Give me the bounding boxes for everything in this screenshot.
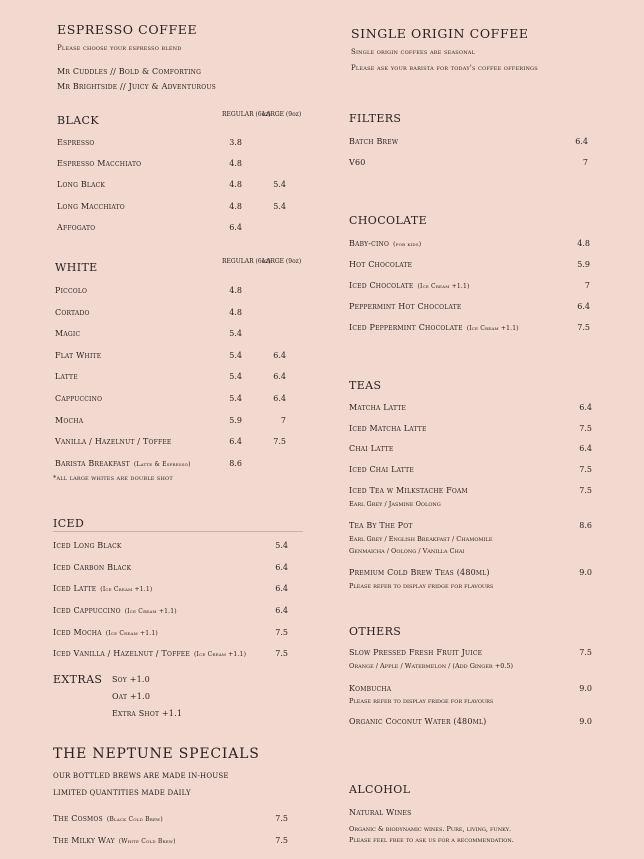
menu-item-label: Iced Long Black (53, 541, 122, 550)
menu-item-label: Iced Cappuccino (53, 606, 121, 615)
menu-item-label: Iced Chai Latte (349, 465, 414, 474)
menu-item-name (53, 649, 246, 658)
menu-item-note: (Ice Cream +1.1) (124, 608, 177, 615)
menu-item-name: Affogato (57, 222, 96, 232)
alcohol-title: ALCOHOL (349, 783, 411, 796)
menu-item-price: 6.4 (579, 444, 592, 453)
menu-item-price: 7 (582, 158, 588, 167)
menu-item-price: 6.4 (275, 606, 288, 615)
menu-item-name (349, 403, 406, 412)
price-large: 6.4 (273, 350, 286, 360)
menu-item-name (349, 465, 414, 474)
menu-item-price: 7.5 (577, 323, 590, 332)
menu-item-name (349, 158, 366, 167)
menu-item-price: 6.4 (575, 137, 588, 146)
espresso-note: Please choose your espresso blend (57, 44, 182, 52)
menu-item-name: Long Macchiato (57, 201, 125, 211)
menu-item-name (349, 424, 427, 433)
menu-item-name: Vanilla / Hazelnut / Toffee (55, 437, 172, 447)
blend-1: Mr Cuddles // Bold & Comforting (57, 67, 202, 76)
tea-foam-note: Earl Grey / Jasmine Oolong (349, 500, 441, 508)
price-regular: 4.8 (229, 159, 242, 169)
menu-item-label: V60 (349, 158, 366, 167)
extras-item: Oat +1.0 (112, 692, 151, 701)
menu-item-label: Tea By The Pot (349, 521, 413, 530)
teas-title: TEAS (349, 379, 382, 392)
menu-item-price: 7.5 (579, 465, 592, 474)
iced-title: ICED (53, 517, 85, 530)
tea-cold-note: Please refer to display fridge for flavours (349, 582, 494, 590)
chocolate-title: CHOCOLATE (349, 214, 428, 227)
menu-item-note: (Ice Cream +1.1) (466, 325, 519, 332)
menu-item-label: Iced Chocolate (349, 281, 414, 290)
menu-item-price: 6.4 (579, 403, 592, 412)
menu-item-name (349, 717, 486, 726)
menu-item-price: 7.5 (579, 486, 592, 495)
price-regular: 3.8 (229, 138, 242, 147)
extras-item: Extra Shot +1.1 (112, 709, 183, 718)
menu-item-name: Espresso (57, 138, 95, 147)
black-title: BLACK (57, 114, 99, 127)
price-regular: 4.8 (229, 307, 242, 317)
menu-item-name: Long Black (57, 180, 106, 190)
single-origin-line-1: Single origin coffees are seasonal (351, 48, 476, 56)
menu-item-note: (Ice Cream +1.1) (193, 651, 247, 658)
menu-item-label: Organic Coconut Water (480ml) (349, 717, 487, 726)
menu-item-name (53, 584, 152, 593)
menu-item-label: Hot Chocolate (349, 260, 413, 269)
menu-item-price: 9.0 (579, 684, 592, 693)
menu-item-label: The Cosmos (53, 814, 103, 823)
others-title: OTHERS (349, 625, 402, 638)
menu-item-name: Flat White (55, 350, 102, 360)
tea-pot-note-2: Genmaicha / Oolong / Vanilla Chai (349, 547, 465, 555)
menu-item-price: 6.4 (275, 563, 288, 572)
menu-item-note: (for kids) (393, 241, 422, 248)
menu-item-price: 5.9 (577, 260, 590, 269)
extras-title: EXTRAS (53, 673, 103, 686)
price-large: 7.5 (273, 437, 286, 447)
single-origin-title: SINGLE ORIGIN COFFEE (351, 26, 529, 41)
menu-item-name: Piccolo (55, 286, 88, 295)
menu-item-price: 6.4 (275, 584, 288, 593)
menu-item-label: The Milky Way (53, 836, 115, 845)
menu-item-price: 7.5 (275, 836, 288, 845)
menu-item-price: 7.5 (275, 649, 288, 658)
menu-item-name (55, 459, 191, 468)
filters-title: FILTERS (349, 112, 402, 125)
menu-item-name (349, 568, 490, 577)
menu-item-name (349, 323, 519, 332)
price-regular: 5.4 (229, 372, 242, 382)
menu-item-name: Cortado (55, 307, 90, 317)
menu-item-price: 7.5 (275, 628, 288, 637)
menu-item-label: Iced Mocha (53, 628, 102, 637)
black-col-large: LARGE (9oz) (262, 111, 302, 118)
price-regular: 5.4 (229, 394, 242, 403)
menu-item-name (53, 814, 163, 823)
price-large: 6.4 (273, 394, 286, 403)
menu-item-label: Batch Brew (349, 137, 399, 146)
menu-item-price: 9.0 (579, 717, 592, 726)
menu-item-name (53, 606, 177, 615)
menu-item-name: Magic (55, 329, 81, 339)
price-regular: 4.8 (229, 180, 242, 190)
menu-item-price: 9.0 (579, 568, 592, 577)
menu-item-price: 6.4 (577, 302, 590, 311)
price-regular: 5.4 (229, 329, 242, 339)
menu-item-note: (White Cold Brew) (118, 838, 176, 845)
menu-item-label: Iced Peppermint Chocolate (349, 323, 463, 332)
menu-item-name: Latte (55, 372, 78, 382)
menu-item-price: 7.5 (579, 424, 592, 433)
price-regular: 6.4 (229, 222, 242, 232)
menu-item-label: Slow Pressed Fresh Fruit Juice (349, 648, 483, 657)
menu-item-price: 7.5 (275, 814, 288, 823)
blend-2: Mr Brightside // Juicy & Adventurous (57, 82, 216, 91)
menu-item-name (53, 836, 176, 845)
single-origin-line-2: Please ask your barista for today's coffee offerings (351, 64, 538, 72)
price-large: 5.4 (273, 201, 286, 211)
menu-item-label: Iced Tea w Milkstache Foam (349, 486, 468, 495)
white-footnote: *all large whites are double shot (53, 474, 173, 482)
menu-item-name: Cappuccino (55, 394, 103, 403)
menu-item-note: (Black Cold Brew) (106, 816, 163, 823)
menu-item-name (349, 486, 468, 495)
menu-item-label: Matcha Latte (349, 403, 407, 412)
menu-item-name (349, 648, 482, 657)
neptune-title: THE NEPTUNE SPECIALS (53, 746, 260, 762)
menu-item-name (349, 521, 413, 530)
price-regular: 8.6 (229, 458, 242, 468)
menu-item-note: (Ice Cream +1.1) (105, 630, 158, 637)
menu-item-price: 5.4 (275, 541, 288, 550)
menu-item-price: 7.5 (579, 648, 592, 657)
menu-item-name: Espresso Macchiato (57, 159, 142, 169)
price-large: 5.4 (273, 180, 286, 190)
menu-item-note: (Ice Cream +1.1) (100, 586, 153, 593)
tea-pot-note-1: Earl Grey / English Breakfast / Chamomile (349, 535, 493, 543)
menu-item-price: 8.6 (579, 521, 592, 530)
menu-item-name (349, 444, 393, 453)
menu-item-price: 7 (584, 281, 590, 290)
menu-item-label: Kombucha (349, 684, 392, 693)
espresso-title: ESPRESSO COFFEE (57, 22, 198, 37)
price-regular: 4.8 (229, 201, 242, 211)
kombucha-note: Please refer to display fridge for flavours (349, 697, 494, 705)
menu-item-name: Mocha (55, 415, 84, 425)
neptune-line-2: LIMITED QUANTITIES MADE DAILY (53, 789, 191, 797)
menu-item-name (53, 628, 158, 637)
menu-item-name (349, 281, 470, 290)
menu-item-price: 4.8 (577, 239, 590, 248)
iced-rule (53, 531, 303, 532)
menu-item-label: Iced Vanilla / Hazelnut / Toffee (53, 649, 190, 658)
menu-item-name (349, 302, 461, 311)
white-title: WHITE (55, 261, 98, 274)
black-col-regular: REGULAR (6oz) (222, 111, 271, 118)
alcohol-note-2: Please feel free to ask us for a recommendation. (349, 836, 514, 844)
neptune-line-1: OUR BOTTLED BREWS ARE MADE IN-HOUSE (53, 772, 229, 780)
menu-item-name (349, 684, 391, 693)
alcohol-item: Natural Wines (349, 808, 412, 817)
menu-item-name (349, 137, 398, 146)
menu-item-label: Baby-cino (349, 239, 390, 248)
menu-item-label: Chai Latte (349, 444, 394, 453)
alcohol-note-1: Organic & biodynamic wines. Pure, living, funky. (349, 825, 512, 833)
menu-item-label: Premium Cold Brew Teas (480ml) (349, 568, 490, 577)
menu-item-label: Barista Breakfast (55, 458, 130, 468)
menu-item-label: Iced Latte (53, 584, 97, 593)
menu-item-label: Peppermint Hot Chocolate (349, 302, 462, 311)
menu-item-name (53, 541, 122, 550)
menu-item-label: Iced Matcha Latte (349, 424, 427, 433)
extras-item: Soy +1.0 (112, 675, 150, 684)
price-regular: 5.4 (229, 350, 242, 360)
menu-item-label: Iced Carbon Black (53, 563, 132, 572)
price-regular: 4.8 (229, 286, 242, 295)
price-regular: 6.4 (229, 437, 242, 447)
white-col-regular: REGULAR (6oz) (222, 258, 271, 265)
menu-item-note: (Latte & Espresso) (133, 460, 191, 468)
menu-item-note: (Ice Cream +1.1) (417, 283, 470, 290)
menu-item-name (349, 260, 412, 269)
price-large: 7 (280, 415, 286, 425)
white-col-large: LARGE (9oz) (262, 258, 302, 265)
price-regular: 5.9 (229, 415, 242, 425)
juice-note: Orange / Apple / Watermelon / (Add Ginger +0.5) (349, 662, 514, 670)
menu-item-name (53, 563, 131, 572)
price-large: 6.4 (273, 372, 286, 382)
menu-item-name (349, 239, 421, 248)
